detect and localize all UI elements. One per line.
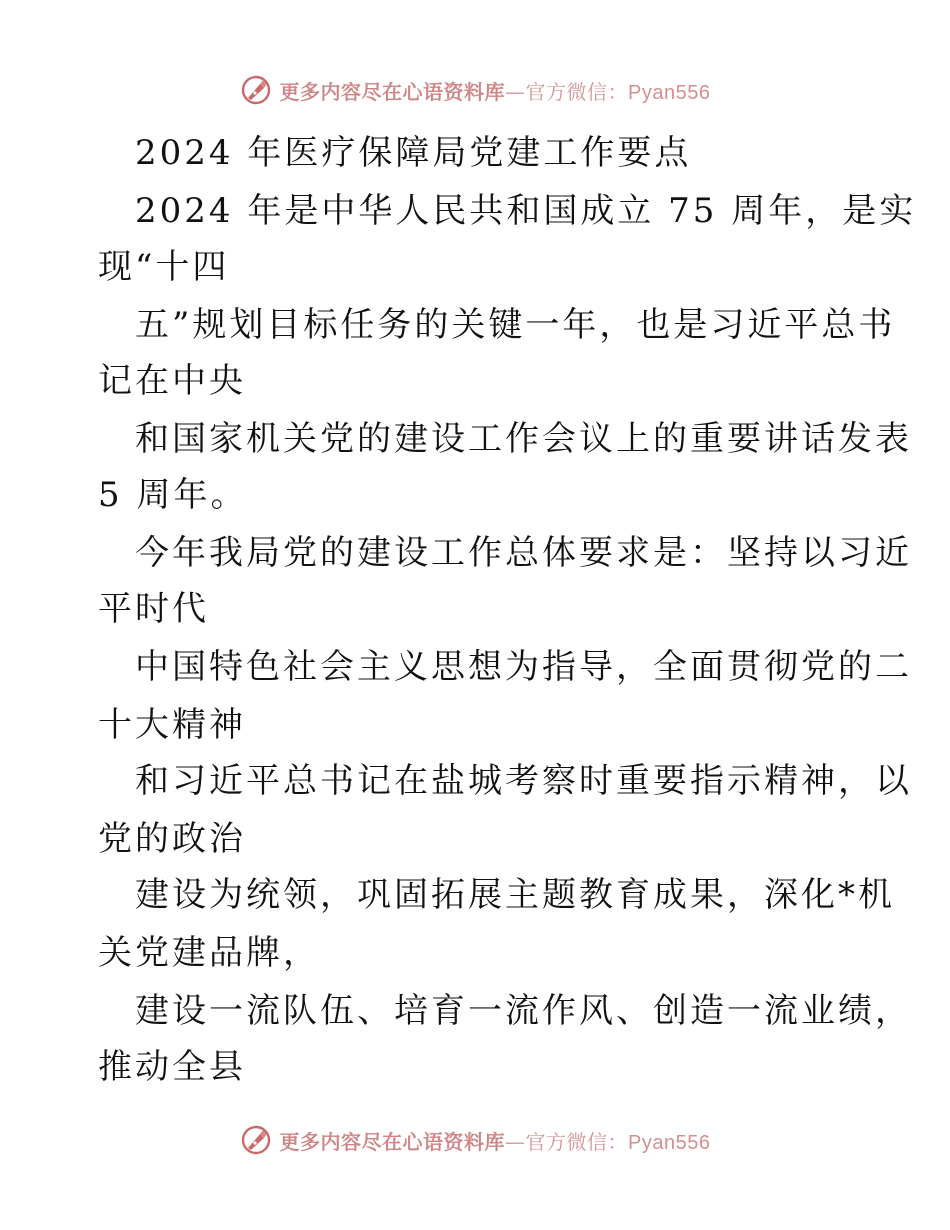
watermark-separator: — [505, 79, 526, 104]
pen-nib-logo-icon [240, 1124, 272, 1156]
paragraph-line: 党的政治 [98, 819, 246, 859]
watermark-cn-text: 更多内容尽在心语资料库 [279, 1129, 506, 1154]
watermark-wechat-id: Pyan556 [628, 81, 711, 104]
watermark-text [280, 76, 711, 105]
paragraph-line: 今年我局党的建设工作总体要求是：坚持以习近 [135, 533, 912, 573]
paragraph-line: 5 周年。 [98, 475, 248, 515]
paragraph-line: 现“十四 [98, 247, 230, 287]
pen-nib-logo-icon [240, 74, 272, 106]
paragraph-line: 建设为统领，巩固拓展主题教育成果，深化*机 [135, 875, 895, 915]
paragraph-line: 平时代 [98, 589, 209, 629]
header-watermark-banner [0, 70, 950, 110]
paragraph-line: 关党建品牌， [98, 933, 320, 973]
paragraph-line: 建设一流队伍、培育一流作风、创造一流业绩， [135, 991, 912, 1031]
paragraph-line: 中国特色社会主义思想为指导，全面贯彻党的二 [135, 647, 912, 687]
paragraph-line: 五”规划目标任务的关键一年，也是习近平总书 [135, 305, 896, 345]
watermark-wechat-label: 官方微信： [525, 79, 629, 104]
paragraph-line: 推动全县 [98, 1047, 246, 1087]
paragraph-line: 2024 年是中华人民共和国成立 75 周年，是实 [135, 191, 917, 231]
watermark-wechat-label: 官方微信： [525, 1129, 629, 1154]
watermark-separator: — [505, 1129, 526, 1154]
document-title: 2024 年医疗保障局党建工作要点 [135, 133, 692, 173]
paragraph-line: 记在中央 [98, 361, 246, 401]
watermark-text [280, 1126, 711, 1155]
paragraph-line: 十大精神 [98, 705, 246, 745]
paragraph-line: 和习近平总书记在盐城考察时重要指示精神，以 [135, 761, 912, 801]
footer-watermark-banner [0, 1120, 950, 1160]
watermark-wechat-id: Pyan556 [628, 1131, 711, 1154]
watermark-cn-text: 更多内容尽在心语资料库 [279, 79, 506, 104]
paragraph-line: 和国家机关党的建设工作会议上的重要讲话发表 [135, 419, 912, 459]
